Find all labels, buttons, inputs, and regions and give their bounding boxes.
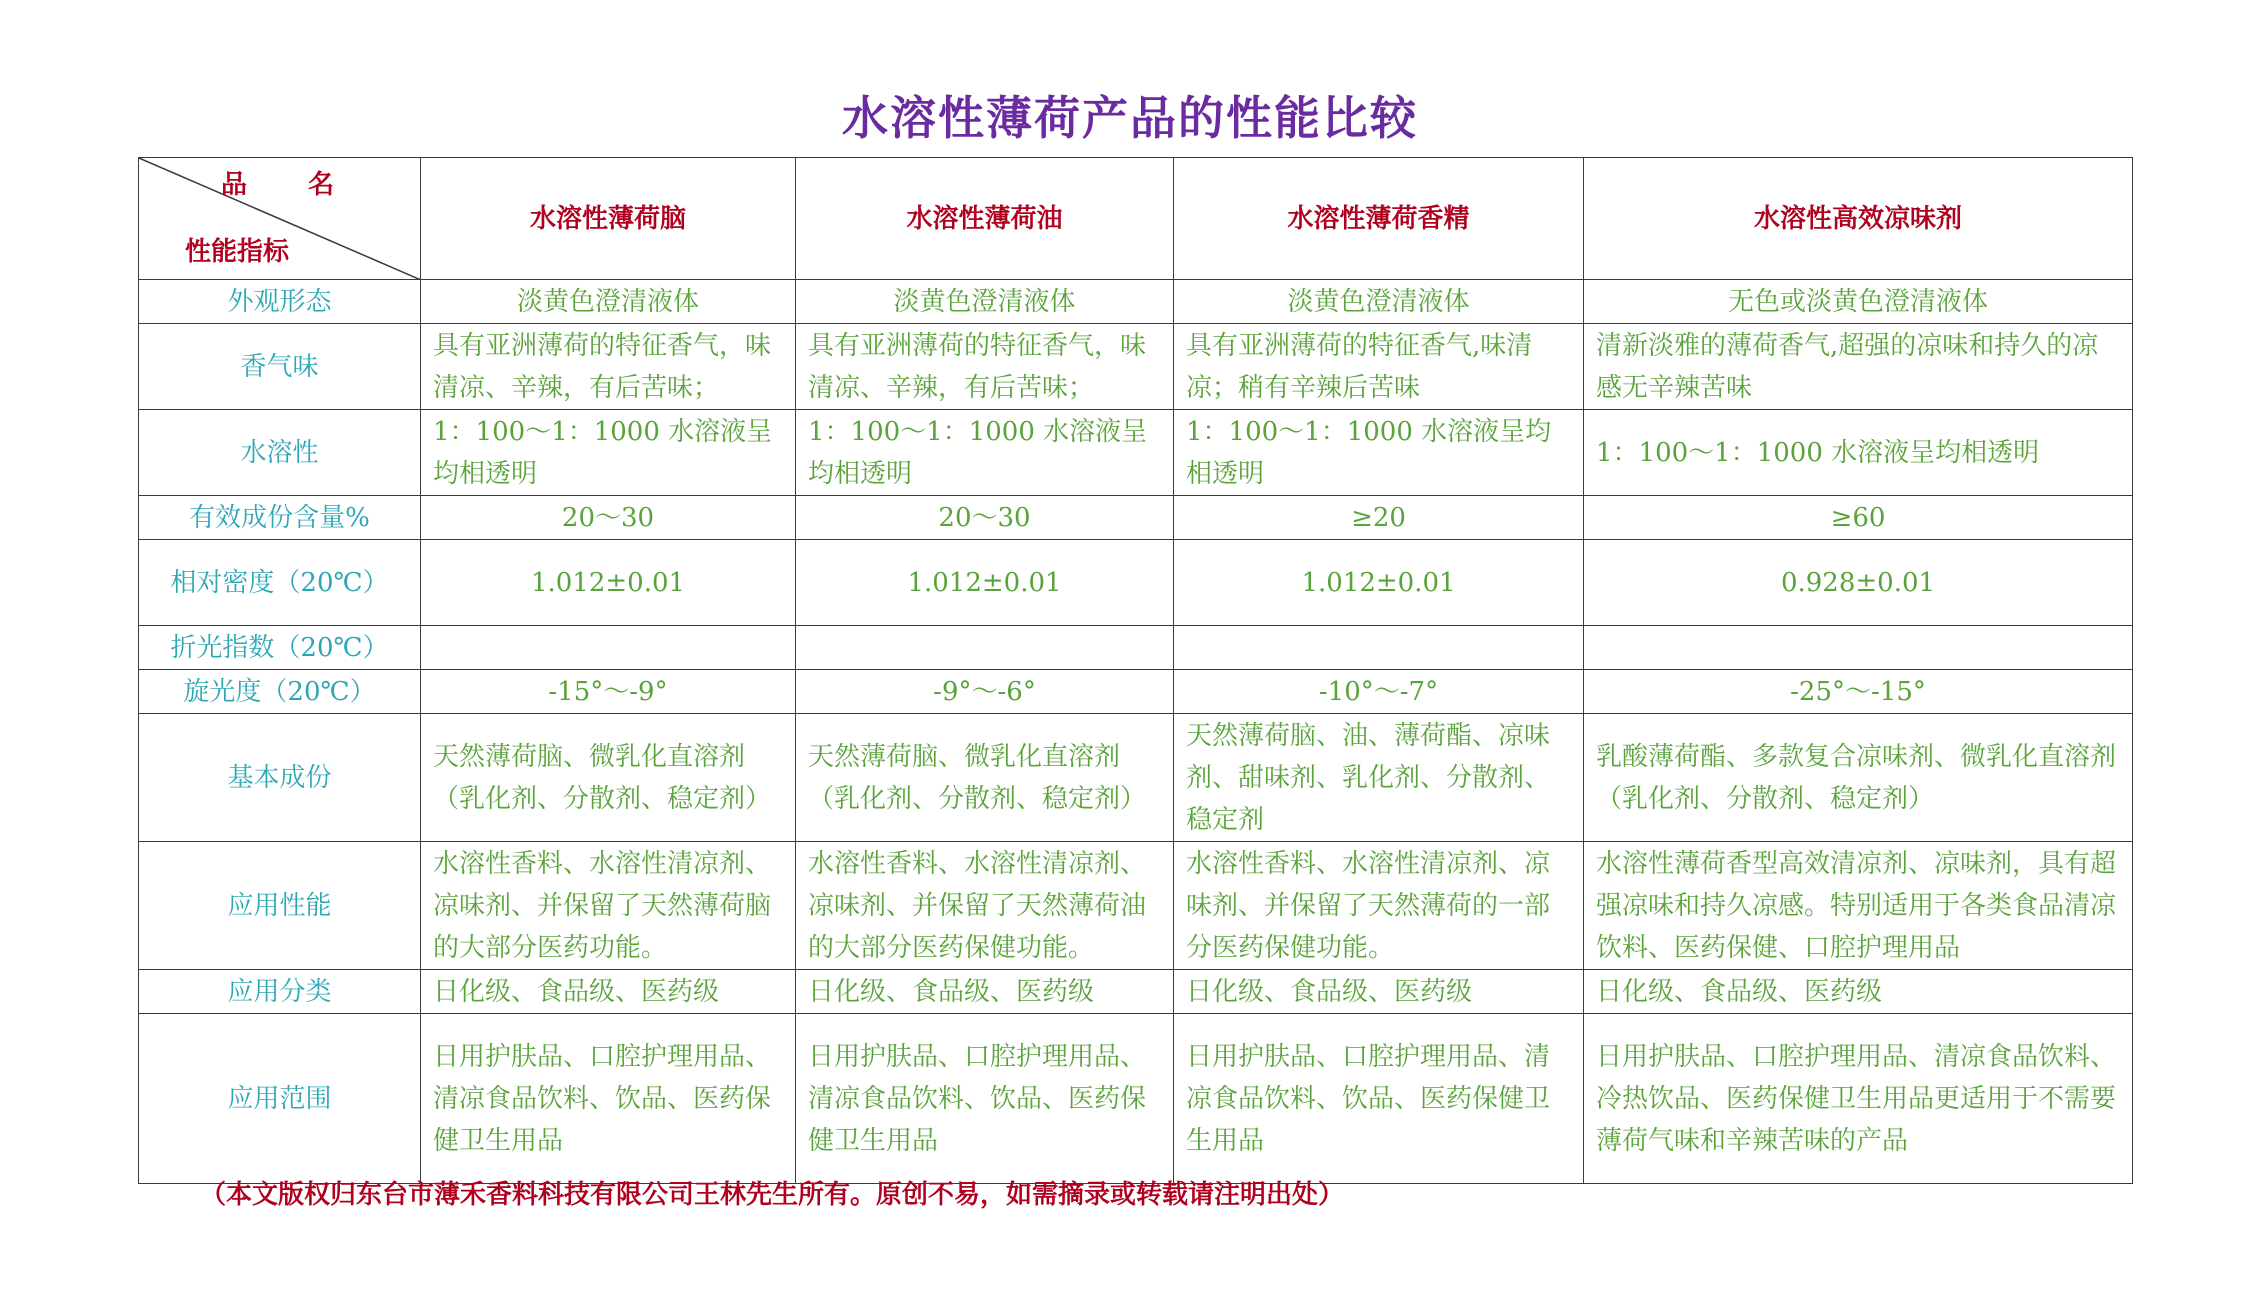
table-cell — [796, 626, 1174, 670]
table-row — [139, 1014, 2133, 1184]
table-cell: ≥20 — [1174, 496, 1584, 540]
row-label: 折光指数（20℃） — [139, 626, 421, 670]
table-cell: 无色或淡黄色澄清液体 — [1584, 280, 2133, 324]
table-cell — [421, 626, 796, 670]
table-cell: 天然薄荷脑、油、薄荷酯、凉味剂、甜味剂、乳化剂、分散剂、稳定剂 — [1174, 714, 1584, 842]
table-cell: 20～30 — [421, 496, 796, 540]
row-label: 应用范围 — [139, 1014, 421, 1184]
row-label: 基本成份 — [139, 714, 421, 842]
table-row — [139, 540, 2133, 626]
row-label: 外观形态 — [139, 280, 421, 324]
table-row — [139, 670, 2133, 714]
table-row — [139, 496, 2133, 540]
header-row — [139, 158, 2133, 280]
row-label: 相对密度（20℃） — [139, 540, 421, 626]
table-cell: 日用护肤品、口腔护理用品、清凉食品饮料、饮品、医药保健卫生用品 — [421, 1014, 796, 1184]
table-row — [139, 626, 2133, 670]
comparison-table — [138, 157, 2133, 1184]
table-row — [139, 970, 2133, 1014]
row-label: 应用分类 — [139, 970, 421, 1014]
table-cell: 20～30 — [796, 496, 1174, 540]
table-cell: 水溶性香料、水溶性清凉剂、凉味剂、并保留了天然薄荷脑的大部分医药功能。 — [421, 842, 796, 970]
table-cell: 1.012±0.01 — [1174, 540, 1584, 626]
table-row — [139, 280, 2133, 324]
table-cell: 乳酸薄荷酯、多款复合凉味剂、微乳化直溶剂（乳化剂、分散剂、稳定剂） — [1584, 714, 2133, 842]
table-cell: 天然薄荷脑、微乳化直溶剂（乳化剂、分散剂、稳定剂） — [796, 714, 1174, 842]
table-cell: 1.012±0.01 — [421, 540, 796, 626]
table-cell: 具有亚洲薄荷的特征香气，味清凉、辛辣，有后苦味； — [421, 324, 796, 410]
table-cell: 1：100～1：1000 水溶液呈均相透明 — [421, 410, 796, 496]
corner-metric-label: 性能指标 — [185, 237, 290, 267]
table-cell: 水溶性香料、水溶性清凉剂、凉味剂、并保留了天然薄荷油的大部分医药保健功能。 — [796, 842, 1174, 970]
table-cell: -10°～-7° — [1174, 670, 1584, 714]
table-cell: 日用护肤品、口腔护理用品、清凉食品饮料、饮品、医药保健卫生用品 — [1174, 1014, 1584, 1184]
table-cell: 天然薄荷脑、微乳化直溶剂（乳化剂、分散剂、稳定剂） — [421, 714, 796, 842]
table-cell: 淡黄色澄清液体 — [421, 280, 796, 324]
table-cell: 淡黄色澄清液体 — [796, 280, 1174, 324]
table-row — [139, 842, 2133, 970]
table-cell: 日化级、食品级、医药级 — [1584, 970, 2133, 1014]
table-cell: 水溶性薄荷香型高效清凉剂、凉味剂，具有超强凉味和持久凉感。特别适用于各类食品清凉饮料、医药保健、口腔护理用品 — [1584, 842, 2133, 970]
product-header: 水溶性薄荷香精 — [1174, 158, 1584, 280]
table-row — [139, 714, 2133, 842]
table-row — [139, 410, 2133, 496]
row-label: 应用性能 — [139, 842, 421, 970]
product-header: 水溶性薄荷油 — [796, 158, 1174, 280]
table-cell: -9°～-6° — [796, 670, 1174, 714]
table-cell: 日用护肤品、口腔护理用品、清凉食品饮料、饮品、医药保健卫生用品 — [796, 1014, 1174, 1184]
row-label: 旋光度（20℃） — [139, 670, 421, 714]
table-cell — [1584, 626, 2133, 670]
table-cell: 1：100～1：1000 水溶液呈均相透明 — [1584, 410, 2133, 496]
table-cell: -25°～-15° — [1584, 670, 2133, 714]
table-cell: 1：100～1：1000 水溶液呈均相透明 — [796, 410, 1174, 496]
row-label: 水溶性 — [139, 410, 421, 496]
product-header: 水溶性薄荷脑 — [421, 158, 796, 280]
table-cell: -15°～-9° — [421, 670, 796, 714]
table-cell: 0.928±0.01 — [1584, 540, 2133, 626]
corner-product-name-label: 品 名 — [220, 170, 360, 200]
page-title: 水溶性薄荷产品的性能比较 — [842, 91, 1418, 145]
table-cell: 1.012±0.01 — [796, 540, 1174, 626]
table-cell: 淡黄色澄清液体 — [1174, 280, 1584, 324]
row-label: 香气味 — [139, 324, 421, 410]
row-label: 有效成份含量% — [139, 496, 421, 540]
table-cell: 日化级、食品级、医药级 — [1174, 970, 1584, 1014]
table-cell: 日化级、食品级、医药级 — [796, 970, 1174, 1014]
product-header: 水溶性高效凉味剂 — [1584, 158, 2133, 280]
table-row — [139, 324, 2133, 410]
copyright-note: （本文版权归东台市薄禾香料科技有限公司王林先生所有。原创不易，如需摘录或转载请注明出处） — [200, 1180, 1345, 1210]
table-cell: 具有亚洲薄荷的特征香气，味清凉、辛辣，有后苦味； — [796, 324, 1174, 410]
corner-header-cell — [139, 158, 421, 280]
table-cell: 日用护肤品、口腔护理用品、清凉食品饮料、冷热饮品、医药保健卫生用品更适用于不需要薄荷气味和辛辣苦味的产品 — [1584, 1014, 2133, 1184]
table-cell — [1174, 626, 1584, 670]
table-cell: 日化级、食品级、医药级 — [421, 970, 796, 1014]
table-cell: 具有亚洲薄荷的特征香气,味清凉；稍有辛辣后苦味 — [1174, 324, 1584, 410]
table-cell: ≥60 — [1584, 496, 2133, 540]
table-cell: 水溶性香料、水溶性清凉剂、凉味剂、并保留了天然薄荷的一部分医药保健功能。 — [1174, 842, 1584, 970]
table-cell: 1：100～1：1000 水溶液呈均相透明 — [1174, 410, 1584, 496]
table-cell: 清新淡雅的薄荷香气,超强的凉味和持久的凉感无辛辣苦味 — [1584, 324, 2133, 410]
